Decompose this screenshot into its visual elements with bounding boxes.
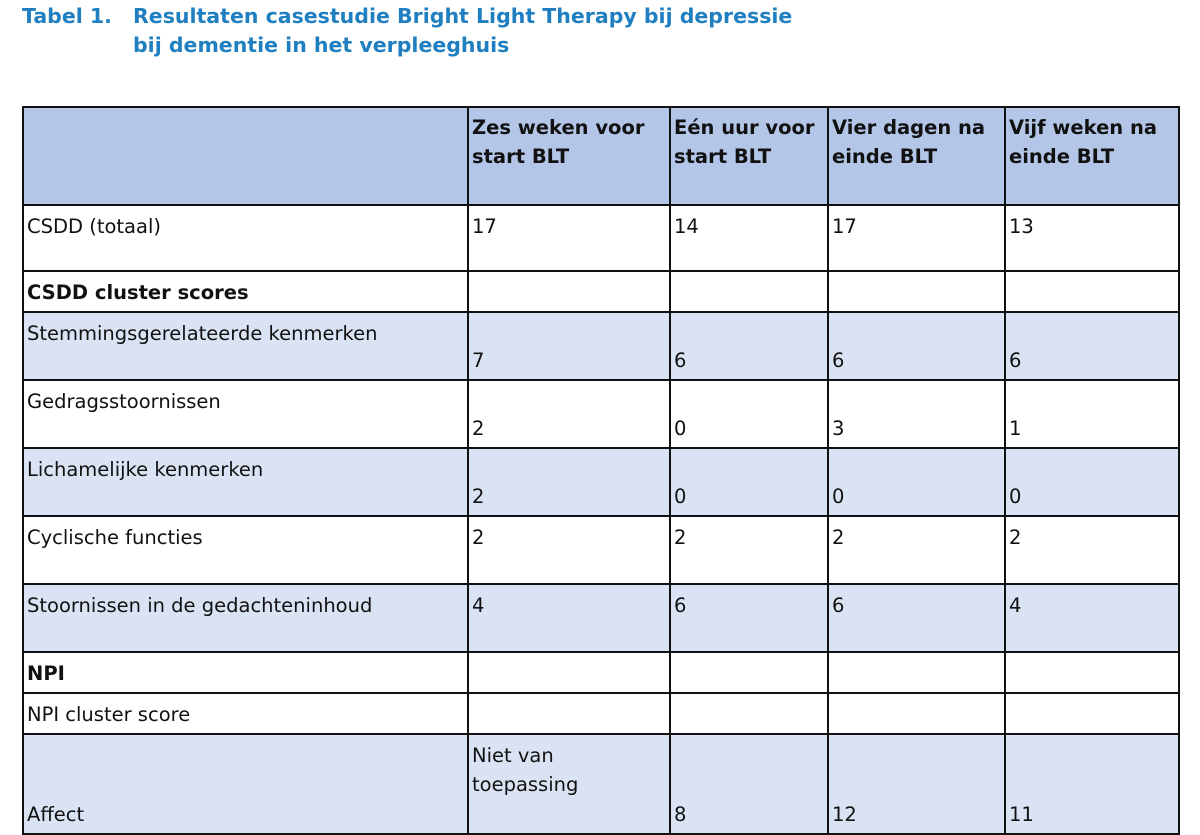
table-cell: 11	[1005, 734, 1179, 834]
table-cell	[828, 652, 1005, 693]
table-row	[23, 205, 1179, 271]
results-table	[22, 106, 1180, 835]
table-cell: 17	[828, 205, 1005, 271]
table-cell: 6	[1005, 312, 1179, 380]
table-row	[23, 312, 1179, 380]
table-cell: 2	[468, 448, 670, 516]
table-cell: 7	[468, 312, 670, 380]
table-cell: 14	[670, 205, 828, 271]
header-row	[23, 107, 1179, 205]
table-cell: Niet van toepassing	[468, 734, 670, 834]
section-row	[23, 652, 1179, 693]
table-cell: 2	[1005, 516, 1179, 584]
table-row	[23, 448, 1179, 516]
table-cell: 0	[670, 380, 828, 448]
table-cell: 6	[828, 312, 1005, 380]
table-cell: 4	[1005, 584, 1179, 652]
table-cell	[468, 652, 670, 693]
table-row	[23, 380, 1179, 448]
table-cell	[670, 693, 828, 734]
table-row	[23, 584, 1179, 652]
table-cell: 0	[828, 448, 1005, 516]
caption-title-line-1: Resultaten casestudie Bright Light Therapy bij depressie	[133, 4, 793, 28]
row-label: Stoornissen in de gedachteninhoud	[23, 584, 468, 652]
table-cell: 0	[670, 448, 828, 516]
caption-number: Tabel 1.	[22, 4, 112, 28]
header-cell-four-days-after: Vier dagen na einde BLT	[828, 107, 1005, 205]
table-cell: 4	[468, 584, 670, 652]
table-cell	[670, 271, 828, 312]
row-label: Affect	[23, 734, 468, 834]
table-cell: 2	[468, 380, 670, 448]
row-label: Lichamelijke kenmerken	[23, 448, 468, 516]
row-label: Stemmingsgerelateerde kenmerken	[23, 312, 468, 380]
caption-line-1	[22, 2, 792, 31]
table-row	[23, 734, 1179, 834]
table-cell: 6	[670, 312, 828, 380]
table-cell	[1005, 693, 1179, 734]
table-cell: 8	[670, 734, 828, 834]
row-label: CSDD (totaal)	[23, 205, 468, 271]
table-cell: 12	[828, 734, 1005, 834]
table-cell: 17	[468, 205, 670, 271]
table-cell: 3	[828, 380, 1005, 448]
header-cell-five-weeks-after: Vijf weken na einde BLT	[1005, 107, 1179, 205]
table-cell: 6	[828, 584, 1005, 652]
table-cell: 1	[1005, 380, 1179, 448]
table-cell: 6	[670, 584, 828, 652]
table-cell: 2	[828, 516, 1005, 584]
table-cell	[1005, 652, 1179, 693]
section-row	[23, 271, 1179, 312]
table-caption	[22, 2, 792, 60]
table-cell	[1005, 271, 1179, 312]
row-label: Gedragsstoornissen	[23, 380, 468, 448]
table-cell: 2	[468, 516, 670, 584]
table-cell: 13	[1005, 205, 1179, 271]
table-cell	[468, 693, 670, 734]
header-cell-six-weeks-before: Zes weken voor start BLT	[468, 107, 670, 205]
table-cell: 0	[1005, 448, 1179, 516]
section-label: NPI	[23, 652, 468, 693]
table-row	[23, 693, 1179, 734]
table-row	[23, 516, 1179, 584]
row-label: NPI cluster score	[23, 693, 468, 734]
section-label: CSDD cluster scores	[23, 271, 468, 312]
row-label: Cyclische functies	[23, 516, 468, 584]
table-cell	[468, 271, 670, 312]
table-cell	[670, 652, 828, 693]
table-cell: 2	[670, 516, 828, 584]
table-cell	[828, 693, 1005, 734]
header-cell-one-hour-before: Eén uur voor start BLT	[670, 107, 828, 205]
caption-title-line-2: bij dementie in het verpleeghuis	[133, 33, 510, 57]
table-cell	[828, 271, 1005, 312]
header-cell-empty	[23, 107, 468, 205]
